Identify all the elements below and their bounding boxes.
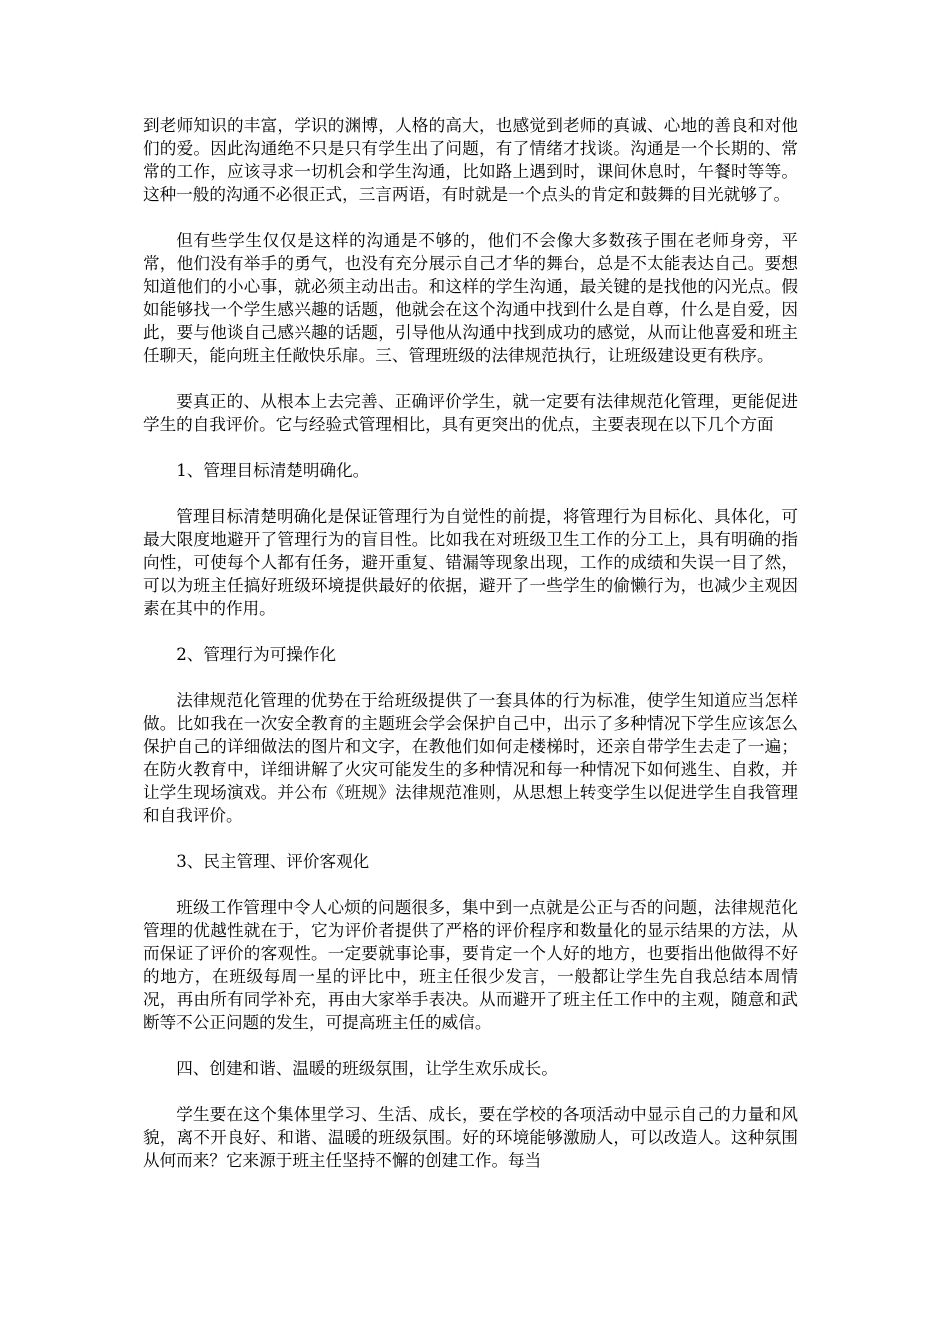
paragraph-6: 班级工作管理中令人心烦的问题很多，集中到一点就是公正与否的问题，法律规范化管理的优越性就在于，它为评价者提供了严格的评价程序和数量化的显示结果的方法，从而保证了评价的客观性。一定要就事论事，要肯定一个人好的地方，也要指出他做得不好的地方，在班级每周一星的评比中，班主任很少发言，一般都让学生先自我总结本周情况，再由所有同学补充，再由大家举手表决。从而避开了班主任工作中的主观，随意和武断等不公正问题的发生，可提高班主任的威信。 bbox=[143, 898, 798, 1032]
paragraph-2: 但有些学生仅仅是这样的沟通是不够的，他们不会像大多数孩子围在老师身旁，平常，他们没有举手的勇气，也没有充分展示自己才华的舞台，总是不太能表达自己。要想知道他们的小心事，就必须主动出击。和这样的学生沟通，最关键的是找他的闪光点。假如能够找一个学生感兴趣的话题，他就会在这个沟通中找到什么是自尊，什么是自爱，因此，要与他谈自己感兴趣的话题，引导他从沟通中找到成功的感觉，从而让他喜爱和班主任聊天，能向班主任敞快乐扉。三、管理班级的法律规范执行，让班级建设更有秩序。 bbox=[143, 231, 798, 365]
paragraph-5: 法律规范化管理的优势在于给班级提供了一套具体的行为标准，使学生知道应当怎样做。比如我在一次安全教育的主题班会学会保护自己中，出示了多种情况下学生应该怎么保护自己的详细做法的图片和文字，在教他们如何走楼梯时，还亲自带学生去走了一遍；在防火教育中，详细讲解了火灾可能发生的多种情况和每一种情况下如何逃生、自救，并让学生现场演戏。并公布《班规》法律规范准则，从思想上转变学生以促进学生自我管理和自我评价。 bbox=[143, 691, 798, 825]
paragraph-1: 到老师知识的丰富，学识的渊博，人格的高大，也感觉到老师的真诚、心地的善良和对他们的爱。因此沟通绝不只是只有学生出了问题，有了情绪才找谈。沟通是一个长期的、常常的工作，应该寻求一切机会和学生沟通，比如路上遇到时，课间休息时，午餐时等等。这种一般的沟通不必很正式，三言两语，有时就是一个点头的肯定和鼓舞的目光就够了。 bbox=[143, 116, 798, 204]
paragraph-3: 要真正的、从根本上去完善、正确评价学生，就一定要有法律规范化管理，更能促进学生的自我评价。它与经验式管理相比，具有更突出的优点，主要表现在以下几个方面 bbox=[143, 392, 798, 434]
section-heading-1: 1、管理目标清楚明确化。 bbox=[176, 461, 370, 480]
section-heading-2: 2、管理行为可操作化 bbox=[176, 645, 337, 664]
section-heading-4: 四、创建和谐、温暖的班级氛围，让学生欢乐成长。 bbox=[176, 1059, 558, 1078]
section-heading-3: 3、民主管理、评价客观化 bbox=[176, 852, 370, 871]
paragraph-4: 管理目标清楚明确化是保证管理行为自觉性的前提，将管理行为目标化、具体化，可最大限度地避开了管理行为的盲目性。比如我在对班级卫生工作的分工上，具有明确的指向性，可使每个人都有任务，避开重复、错漏等现象出现，工作的成绩和失误一目了然，可以为班主任搞好班级环境提供最好的依据，避开了一些学生的偷懒行为，也减少主观因素在其中的作用。 bbox=[143, 507, 798, 618]
paragraph-7: 学生要在这个集体里学习、生活、成长，要在学校的各项活动中显示自己的力量和风貌，离不开良好、和谐、温暖的班级氛围。好的环境能够激励人，可以改造人。这种氛围从何而来？它来源于班主任坚持不懈的创建工作。每当 bbox=[143, 1105, 798, 1170]
document-page bbox=[143, 114, 798, 1195]
